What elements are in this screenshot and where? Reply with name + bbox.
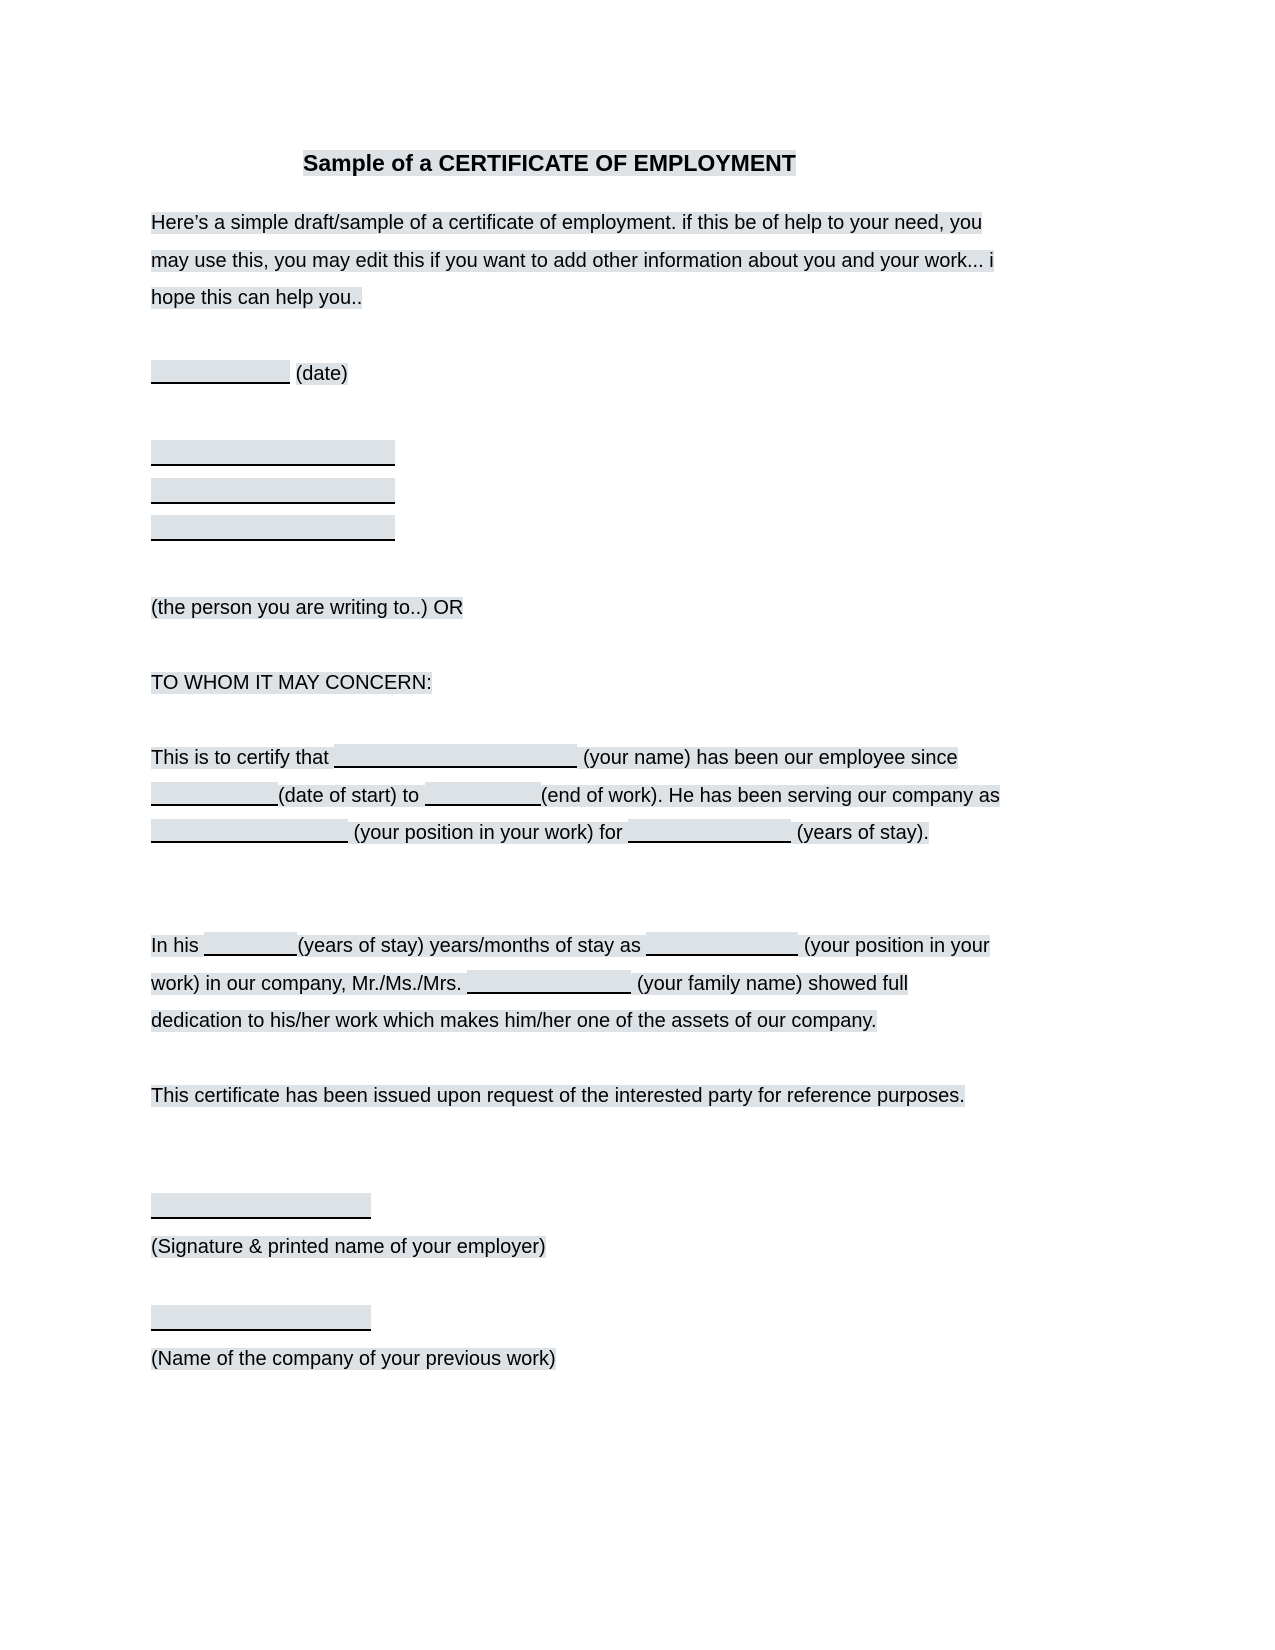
address-line-1 (151, 440, 395, 466)
signature-line (151, 1193, 371, 1219)
address-line-3 (151, 515, 395, 541)
position-blank (151, 819, 348, 843)
salutation: TO WHOM IT MAY CONCERN: (151, 672, 432, 694)
issuance-paragraph: This certificate has been issued upon request of the interested party for reference purposes. (151, 1085, 965, 1107)
end-date-blank (425, 782, 541, 806)
date-blank (151, 360, 290, 384)
years-blank (628, 819, 791, 843)
certification-paragraph: This is to certify that (your name) has been our employee since (date of start) to (end of work). He has been serving our company as (your position in your work) for (years of stay). (151, 740, 1001, 853)
address-line-2 (151, 478, 395, 504)
dedication-paragraph: In his (years of stay) years/months of stay as (your position in your work) in our company, Mr./Ms./Mrs. (your family name) showed full dedication to his/her work which makes him/her one of the assets of our company. (151, 928, 1001, 1041)
recipient-note: (the person you are writing to..) OR (151, 597, 464, 619)
company-label: (Name of the company of your previous work) (151, 1348, 556, 1370)
intro-text: Here’s a simple draft/sample of a certificate of employment. if this be of help to your need, you may use this, you may edit this if you want to add other information about you and your work... i hope this can help you.. (151, 212, 994, 310)
family-name-blank (467, 970, 631, 994)
signature-label: (Signature & printed name of your employer) (151, 1236, 546, 1258)
name-blank (334, 744, 577, 768)
date-line (151, 356, 1001, 394)
document-title: Sample of a CERTIFICATE OF EMPLOYMENT (303, 150, 796, 176)
start-date-blank (151, 782, 278, 806)
company-line (151, 1305, 371, 1331)
stay-blank (204, 932, 297, 956)
intro-paragraph (151, 205, 1001, 318)
position-blank-2 (646, 932, 798, 956)
date-label: (date) (295, 363, 348, 385)
